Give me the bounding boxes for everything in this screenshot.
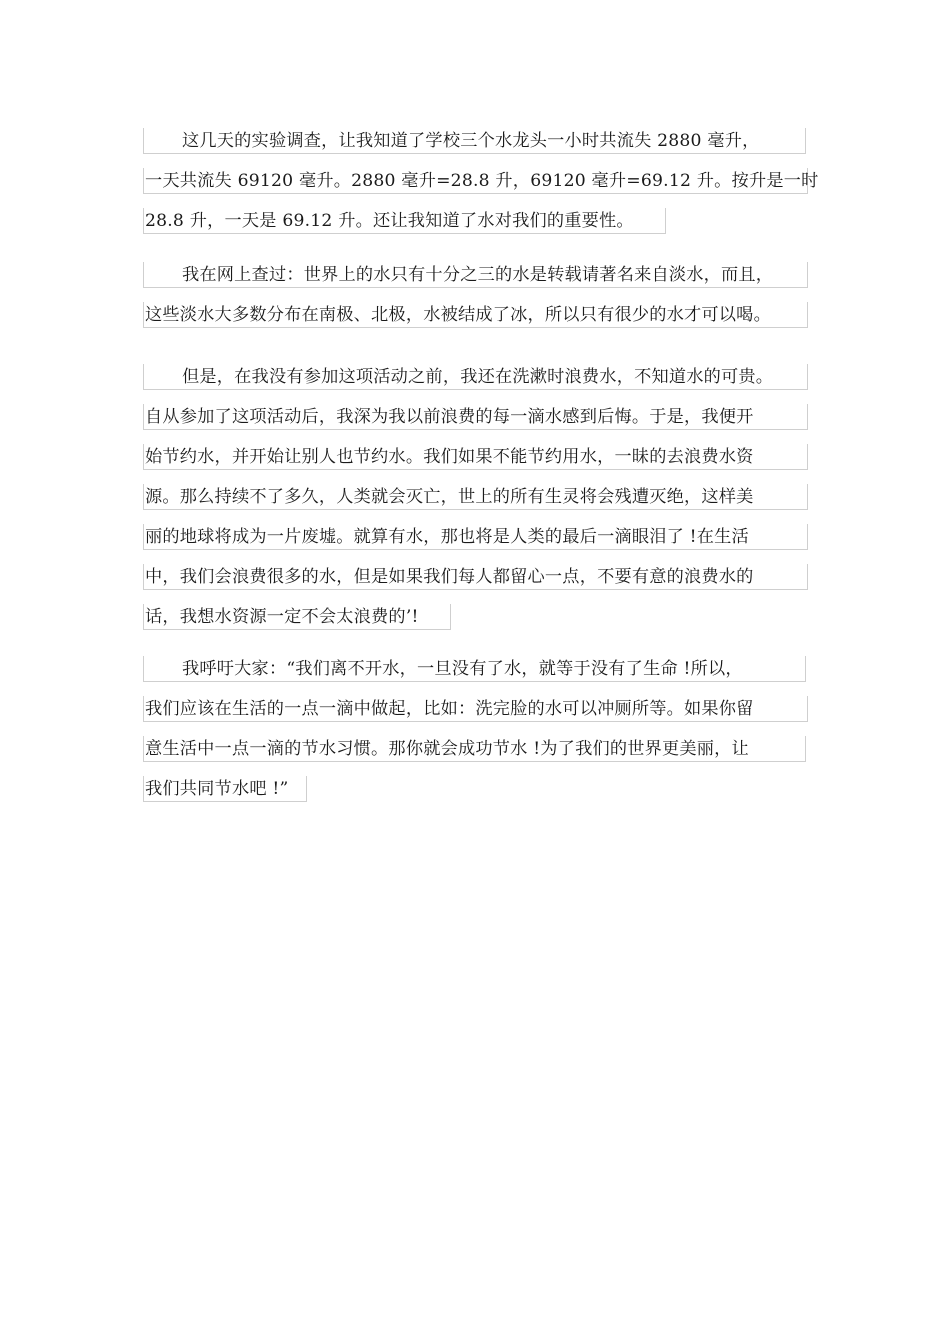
text-line: 这几天的实验调查，让我知道了学校三个水龙头一小时共流失 2880 毫升， (143, 128, 806, 154)
text-line: 始节约水，并开始让别人也节约水。我们如果不能节约用水，一昧的去浪费水资 (143, 444, 808, 470)
text-line: 话，我想水资源一定不会太浪费的’! (143, 604, 451, 630)
paragraph-2 (143, 262, 808, 342)
text-line: 这些淡水大多数分布在南极、北极，水被结成了冰，所以只有很少的水才可以喝。 (143, 302, 808, 328)
text-line: 我们共同节水吧 !” (143, 776, 307, 802)
text-line: 丽的地球将成为一片废墟。就算有水，那也将是人类的最后一滴眼泪了 !在生活 (143, 524, 808, 550)
text-line: 我在网上查过：世界上的水只有十分之三的水是转载请著名来自淡水，而且， (143, 262, 808, 288)
text-line: 意生活中一点一滴的节水习惯。那你就会成功节水 !为了我们的世界更美丽，让 (143, 736, 806, 762)
text-line: 自从参加了这项活动后，我深为我以前浪费的每一滴水感到后悔。于是，我便开 (143, 404, 808, 430)
paragraph-4 (143, 656, 808, 816)
text-line: 但是，在我没有参加这项活动之前，我还在洗漱时浪费水，不知道水的可贵。 (143, 364, 808, 390)
text-line: 我们应该在生活的一点一滴中做起，比如：洗完脸的水可以冲厕所等。如果你留 (143, 696, 808, 722)
text-line: 源。那么持续不了多久，人类就会灭亡，世上的所有生灵将会残遭灭绝，这样美 (143, 484, 808, 510)
paragraph-1 (143, 128, 819, 248)
paragraph-3 (143, 364, 808, 644)
text-line: 我呼吁大家：“我们离不开水，一旦没有了水，就等于没有了生命 !所以， (143, 656, 806, 682)
text-line: 中，我们会浪费很多的水，但是如果我们每人都留心一点，不要有意的浪费水的 (143, 564, 808, 590)
text-line: 28.8 升，一天是 69.12 升。还让我知道了水对我们的重要性。 (143, 208, 666, 234)
text-line: 一天共流失 69120 毫升。2880 毫升=28.8 升，69120 毫升=69.12 升。按升是一时 (143, 168, 808, 194)
